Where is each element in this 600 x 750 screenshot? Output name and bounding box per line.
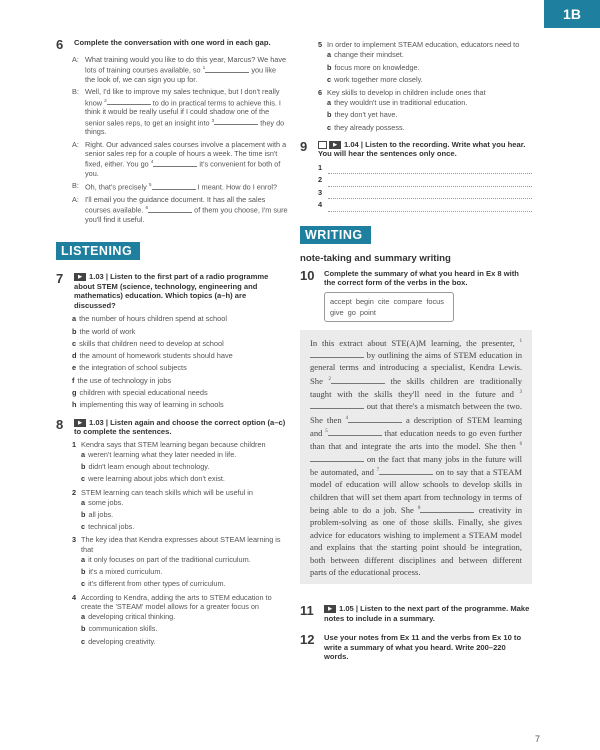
speaker: A: [72,194,79,204]
option-letter: c [81,474,86,484]
gap-blank[interactable] [328,429,382,436]
gap-blank[interactable] [345,415,402,423]
option-text: they wouldn't use in traditional education. [334,98,468,108]
audio-icon[interactable]: ▶ [324,605,336,613]
option-item [72,375,288,387]
write-line [328,179,532,187]
writing-subheading: note-taking and summary writing [300,252,451,264]
option-text: technical jobs. [88,522,135,532]
option-text: some jobs. [88,497,124,507]
text-segment: I meant. How do I enrol? [195,182,278,192]
gap-number: 6 [145,206,149,212]
gap-number: 7 [376,468,380,474]
left-column [56,38,288,648]
audio-track: 1.03 [89,417,104,427]
text-segment: Right. Our advanced sales courses involve a placement with a senior sales rep for a couple of hours a week. The time isn't fixed, either. You go [85,139,287,169]
dialogue-turn [72,55,288,84]
option-item[interactable] [327,62,532,74]
exercise-12 [300,633,532,662]
dialogue-text [85,87,288,136]
option-item [72,387,288,399]
text-segment: In this extract about STE(A)M learning, the presenter, [310,337,520,348]
option-letter: d [72,351,77,361]
option-item[interactable] [81,449,288,461]
option-letter: a [81,612,86,622]
option-item[interactable] [81,578,288,590]
option-text: the integration of school subjects [79,363,187,373]
gap-number: 8 [418,506,421,512]
answer-line[interactable] [318,187,532,200]
speaker: B: [72,181,79,191]
option-text: developing critical thinking. [88,612,176,622]
dialogue-text [85,181,277,192]
option-text: implementing this way of learning in schools [79,400,224,410]
gap-number: 6 [519,442,522,448]
audio-track: 1.05 [339,604,354,614]
write-line [328,204,532,212]
option-letter: b [81,624,86,634]
option-text: focus more on knowledge. [334,62,420,72]
speaker: A: [72,55,79,64]
exercise-number: 10 [300,267,315,283]
exercise-number: 9 [300,138,308,154]
question-number: 1 [72,439,77,449]
exercise-8 [56,418,288,437]
question [72,535,288,590]
exercise-6 [56,38,288,51]
option-text: the amount of homework students should have [79,351,233,361]
gap-number: 4 [345,415,348,421]
exercise-instruction: Complete the conversation with one word in each gap. [74,38,271,47]
audio-icon[interactable]: ▶ [74,273,86,281]
question-number: 6 [318,87,323,97]
exercise-9 [300,140,532,159]
answer-line[interactable] [318,162,532,175]
gap-blank[interactable] [331,377,385,384]
option-letter: b [81,510,86,520]
audio-track: 1.04 [344,139,359,149]
dialogue [72,55,288,224]
option-letter: a [81,497,86,507]
text-segment: you like the look of, we can sign you up for. [85,65,277,85]
gap-blank[interactable] [152,183,196,190]
text-segment: creativity in problem-solving as one of those skills. Finally, she gives advice for educators wishing to implement a STEAM model and explains that the starting point should be integration, both between different disciplines and between different parts of the educational process. [310,504,522,577]
option-list [72,313,288,411]
option-letter: b [72,326,77,336]
dialogue-turn [72,140,288,179]
option-item[interactable] [81,554,288,566]
question-number: 2 [72,487,77,497]
option-text: they don't yet have. [334,110,398,120]
exercise-instruction: | Listen to the first part of a radio programme about STEM (science, technology, engineering and mathematics) education. Which topics (a–h) are discussed? [74,272,269,310]
speaker: A: [72,139,79,149]
dialogue-text [85,195,288,224]
option-item[interactable] [81,461,288,473]
gap-blank[interactable] [310,402,364,409]
question-stem [72,535,288,554]
write-line [328,191,532,199]
question-options [327,49,532,86]
gap-blank[interactable] [310,455,364,462]
text-segment: it's convenient for both of you. [85,159,281,178]
option-item[interactable] [81,566,288,578]
option-item [72,362,288,374]
text-segment: Well, I'd like to improve my sales technique, but I don't really know [85,87,280,108]
gap-number: 3 [519,390,522,396]
gap-number: 1 [202,66,206,72]
option-letter: c [81,636,86,646]
option-item[interactable] [327,109,532,121]
exercise-instruction: Complete the summary of what you heard in Ex 8 with the correct form of the verbs in the box. [324,268,519,288]
page-number: 7 [535,734,541,744]
question-list-continued [318,40,532,134]
exercise-number: 11 [300,603,314,619]
write-line [328,166,532,174]
text-segment: they do things. [85,118,285,137]
gap-blank[interactable] [148,206,192,213]
listening-heading: LISTENING [56,242,140,260]
option-letter: c [81,522,86,532]
option-text: the world of work [79,326,136,336]
gap-number: 5 [148,183,152,189]
line-number: 1 [318,162,323,172]
question-options [81,449,288,486]
option-letter: b [81,462,86,472]
audio-icon[interactable]: ▶ [329,141,341,149]
question [318,88,532,134]
option-letter: a [72,314,77,324]
text-segment: to do in practical terms to achieve this. I think it would be really useful if I could shadow one of the senior sales reps, to get an insight into [85,98,281,128]
option-text: it's a mixed curriculum. [88,567,163,577]
text-segment: What training would you like to do this year, Marcus? We have lots of training courses available, so [85,55,287,75]
option-letter: h [72,400,77,410]
question-text: The key idea that Kendra expresses about STEAM learning is that [81,535,281,554]
word-box: accept begin cite compare focus give go point [324,292,454,322]
gap-blank[interactable] [150,160,197,167]
question-options [81,611,288,648]
text-segment: I'll email you the guidance document. It has all the sales courses available. [85,194,266,215]
exercise-10 [300,269,532,288]
exercise-number: 8 [56,416,64,432]
text-segment: of them you choose, I'm sure you'll find it useful. [85,205,288,224]
gap-number: 3 [211,118,215,124]
gap-blank[interactable] [376,468,433,475]
line-number: 3 [318,187,323,197]
unit-badge: 1B [544,0,600,28]
option-text: developing creativity. [88,636,156,646]
option-item[interactable] [81,473,288,485]
dialogue-text [85,140,288,179]
option-text: the use of technology in jobs [77,375,172,385]
option-text: the number of hours children spend at school [79,314,228,324]
option-letter: c [81,579,86,589]
text-segment: the skills children are traditionally taught with the skills they'll need in the future and [310,375,522,400]
dialogue-turn [72,181,288,192]
dialogue-text [85,55,288,84]
option-item [72,399,288,411]
option-text: change their mindset. [334,50,404,60]
exercise-11 [300,604,532,623]
summary-text [300,330,532,585]
gap-number: 2 [104,98,107,104]
gap-number: 5 [325,429,328,435]
question-text: STEM learning can teach skills which will be useful in [81,487,253,497]
option-item[interactable] [81,611,288,623]
gap-blank[interactable] [310,351,364,358]
question-text: In order to implement STEAM education, educators need to [327,40,520,49]
option-item[interactable] [81,497,288,509]
question-stem [318,88,532,97]
question [72,488,288,534]
question [318,40,532,86]
option-item[interactable] [81,509,288,521]
text-segment: Oh, that's precisely [85,182,149,192]
question-options [327,97,532,134]
option-item[interactable] [327,122,532,134]
exercise-number: 7 [56,271,64,287]
option-item [72,350,288,362]
text-segment: on to say that a STEAM model of education will allow schools to develop skills in children that will set them apart from technology in terms of being able to do a job. She [310,466,522,515]
answer-lines [318,162,532,212]
text-segment: by outlining the aims of STEM education in general terms and introducing a specialist, Kendra Lewis. She [310,350,522,386]
question-number: 3 [72,535,77,545]
gap-blank[interactable] [202,66,249,73]
option-item[interactable] [327,74,532,86]
gap-blank[interactable] [107,98,151,105]
question-stem [72,593,288,612]
option-item[interactable] [81,521,288,533]
exercise-instruction: | Listen again and choose the correct option (a–c) to complete the sentences. [74,417,286,437]
gap-blank[interactable] [211,118,258,125]
text-segment: a description of STEM learning and [310,414,522,438]
question [72,593,288,648]
text-segment: on the fact that many jobs in the future will be automated, and [310,453,522,477]
option-letter: f [72,375,75,385]
writing-heading: WRITING [300,226,371,244]
question-list [72,440,288,648]
exercise-7 [56,272,288,310]
dialogue-turn [72,87,288,136]
option-letter: a [327,50,332,60]
option-letter: b [81,567,86,577]
option-letter: a [327,98,332,108]
option-text: work together more closely. [334,74,423,84]
line-number: 4 [318,200,323,210]
exercise-number: 6 [56,37,64,52]
option-item[interactable] [81,623,288,635]
question-number: 5 [318,40,323,49]
question-text: Kendra says that STEM learning began because children [81,439,266,449]
video-icon[interactable] [318,141,327,149]
option-item[interactable] [327,49,532,61]
option-letter: g [72,388,77,398]
option-text: it only focuses on part of the traditional curriculum. [88,555,251,565]
option-item[interactable] [81,636,288,648]
option-letter: a [81,555,86,565]
option-text: children with special educational needs [79,388,208,398]
gap-number: 2 [328,376,331,382]
audio-icon[interactable]: ▶ [74,419,86,427]
text-segment: that education needs to go even further than that and integrate the arts into the model. She then [310,427,522,452]
right-column [300,38,532,662]
option-letter: c [72,338,77,348]
exercise-number: 12 [300,632,315,648]
option-text: skills that children need to develop at school [79,338,224,348]
exercise-instruction: | Listen to the recording. Write what you hear. You will hear the sentences only once. [318,139,526,159]
exercise-instruction: Use your notes from Ex 11 and the verbs from Ex 10 to write a summary of what you heard. Write 200–220 words. [324,633,522,662]
question-stem [72,488,288,497]
question-options [81,497,288,534]
answer-line[interactable] [318,174,532,187]
option-letter: c [327,122,332,132]
option-letter: b [327,62,332,72]
question [72,440,288,486]
line-number: 2 [318,175,323,185]
text-segment: out that there's a mismatch between the two. She then [310,401,522,425]
answer-line[interactable] [318,199,532,212]
audio-track: 1.03 [89,272,104,282]
option-letter: b [327,110,332,120]
option-item[interactable] [327,97,532,109]
option-text: all jobs. [88,510,114,520]
question-stem [318,40,532,49]
option-letter: e [72,363,77,373]
question-number: 4 [72,592,77,602]
question-stem [72,440,288,449]
option-text: weren't learning what they later needed in life. [88,449,237,459]
option-text: were learning about jobs which don't exist. [88,474,225,484]
gap-number: 4 [150,160,154,166]
gap-number: 1 [519,338,522,344]
option-item [72,326,288,338]
option-letter: a [81,449,86,459]
question-text: According to Kendra, adding the arts to STEM education to create the 'STEAM' model allows for a greater focus on [81,592,272,611]
dialogue-turn [72,195,288,224]
gap-blank[interactable] [420,506,474,513]
option-item [72,338,288,350]
option-text: communication skills. [88,624,158,634]
speaker: B: [72,87,79,97]
option-item [72,313,288,325]
question-options [81,554,288,591]
exercise-instruction: | Listen to the next part of the programme. Make notes to include in a summary. [324,604,530,623]
option-letter: c [327,74,332,84]
option-text: they already possess. [334,122,405,132]
question-text: Key skills to develop in children include ones that [327,87,486,97]
option-text: it's different from other types of curriculum. [88,579,226,589]
option-text: didn't learn enough about technology. [88,462,210,472]
